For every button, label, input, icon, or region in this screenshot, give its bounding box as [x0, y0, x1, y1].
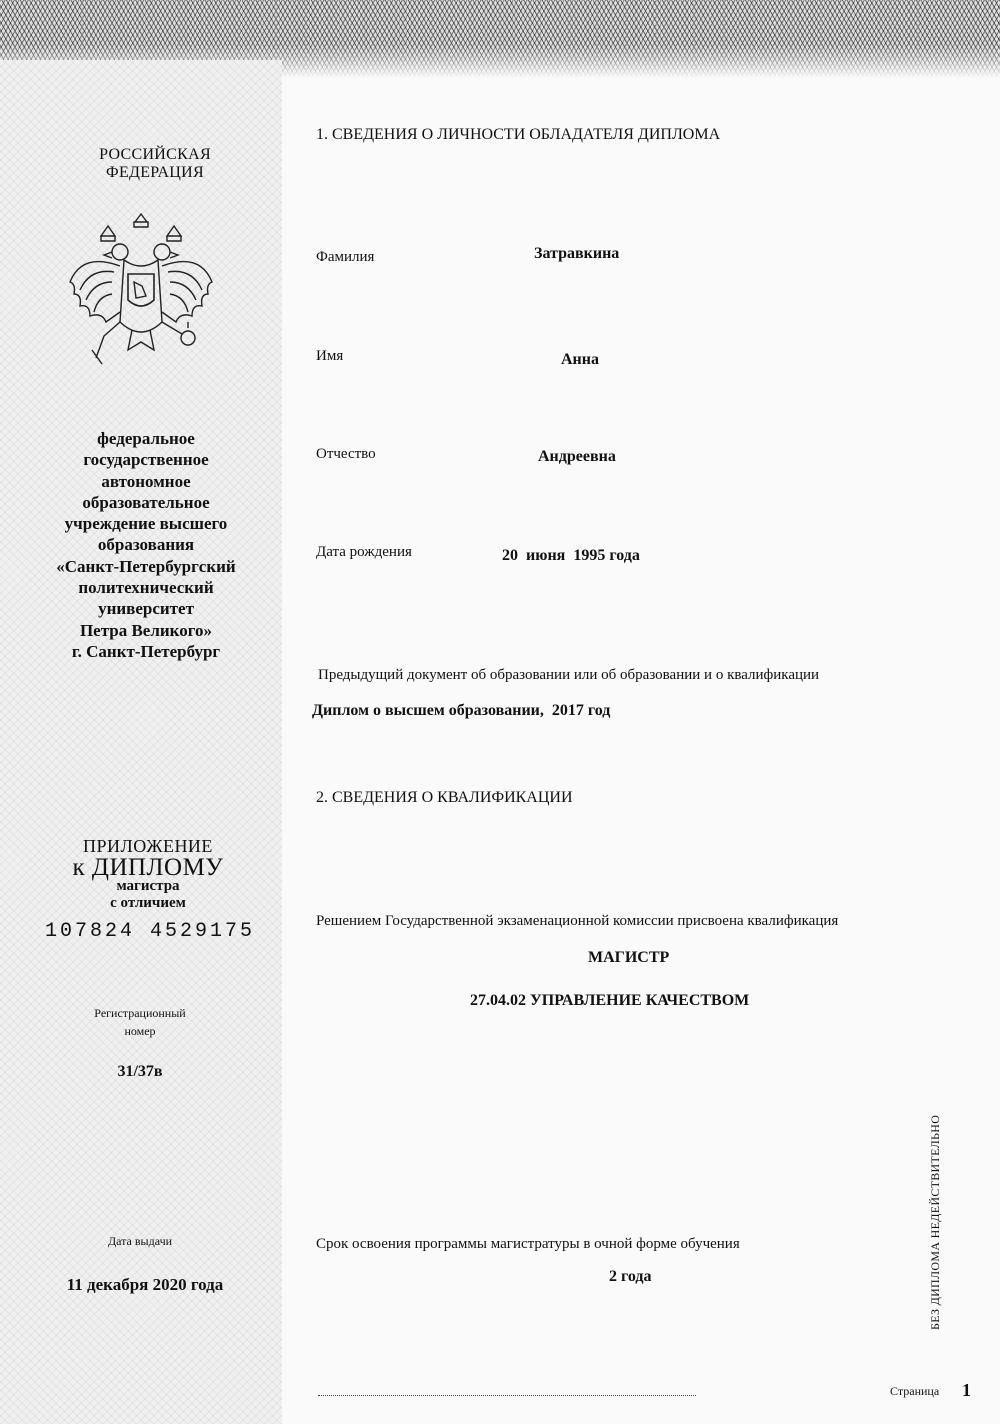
issue-date: 11 декабря 2020 года [66, 1275, 224, 1294]
institution-line: учреждение высшего [64, 514, 228, 534]
appendix-line-1: ПРИЛОЖЕНИЕ [83, 836, 213, 856]
institution-line: государственное [83, 450, 209, 470]
surname-label: Фамилия [316, 249, 375, 265]
page-label: Страница [890, 1384, 940, 1398]
institution-line: «Санкт-Петербургский [56, 556, 236, 576]
patronymic-value: Андреевна [538, 448, 616, 465]
appendix-title [40, 836, 256, 880]
institution-line: автономное [101, 471, 191, 491]
institution-line: образования [97, 535, 195, 555]
surname-value: Затравкина [534, 245, 620, 262]
validity-note: БЕЗ ДИПЛОМА НЕДЕЙСТВИТЕЛЬНО [928, 1114, 942, 1330]
appendix-line-2: к ДИПЛОМУ [72, 854, 224, 881]
country-name [40, 146, 270, 182]
institution-line: Петра Великого» [79, 620, 213, 640]
institution-line: г. Санкт-Петербург [71, 641, 221, 661]
dob-label: Дата рождения [316, 544, 412, 560]
registration-label-line-2: номер [124, 1024, 156, 1038]
specialty-value: 27.04.02 УПРАВЛЕНИЕ КАЧЕСТВОМ [470, 992, 750, 1009]
study-duration-value: 2 года [609, 1268, 652, 1285]
serial-number: 107824 4529175 [44, 920, 256, 943]
signature-line [318, 1395, 696, 1396]
country-line-1: РОССИЙСКАЯ [99, 146, 211, 163]
decision-text: Решением Государственной экзаменационной комиссии присвоена квалификация [316, 913, 839, 929]
registration-label [40, 1004, 240, 1040]
previous-document-value: Диплом о высшем образовании, 2017 год [312, 702, 611, 719]
previous-document-label: Предыдущий документ об образовании или об образовании и о квалификации [318, 667, 820, 683]
name-value: Анна [561, 351, 599, 368]
section-2-title: 2. СВЕДЕНИЯ О КВАЛИФИКАЦИИ [316, 789, 573, 806]
institution-line: федеральное [97, 429, 195, 448]
study-duration-label: Срок освоения программы магистратуры в очной форме обучения [316, 1236, 740, 1252]
degree-line-1: магистра [116, 878, 180, 894]
name-label: Имя [316, 348, 344, 364]
registration-label-line-1: Регистрационный [94, 1006, 186, 1020]
institution-line: образовательное [82, 492, 210, 512]
degree-line-2: с отличием [110, 895, 186, 911]
registration-number: 31/37в [117, 1063, 163, 1080]
institution-line: университет [98, 599, 194, 619]
institution-name [30, 428, 262, 662]
section-1-title: 1. СВЕДЕНИЯ О ЛИЧНОСТИ ОБЛАДАТЕЛЯ ДИПЛОМА [316, 126, 721, 143]
dob-value: 20 июня 1995 года [502, 547, 640, 564]
issue-date-label: Дата выдачи [107, 1234, 173, 1248]
coat-of-arms-icon [62, 212, 220, 372]
page-number: 1 [962, 1380, 971, 1400]
patronymic-label: Отчество [316, 446, 376, 462]
institution-line: политехнический [78, 578, 214, 598]
degree-type [40, 878, 256, 912]
qualification-value: МАГИСТР [588, 949, 670, 966]
country-line-2: ФЕДЕРАЦИЯ [106, 164, 204, 181]
